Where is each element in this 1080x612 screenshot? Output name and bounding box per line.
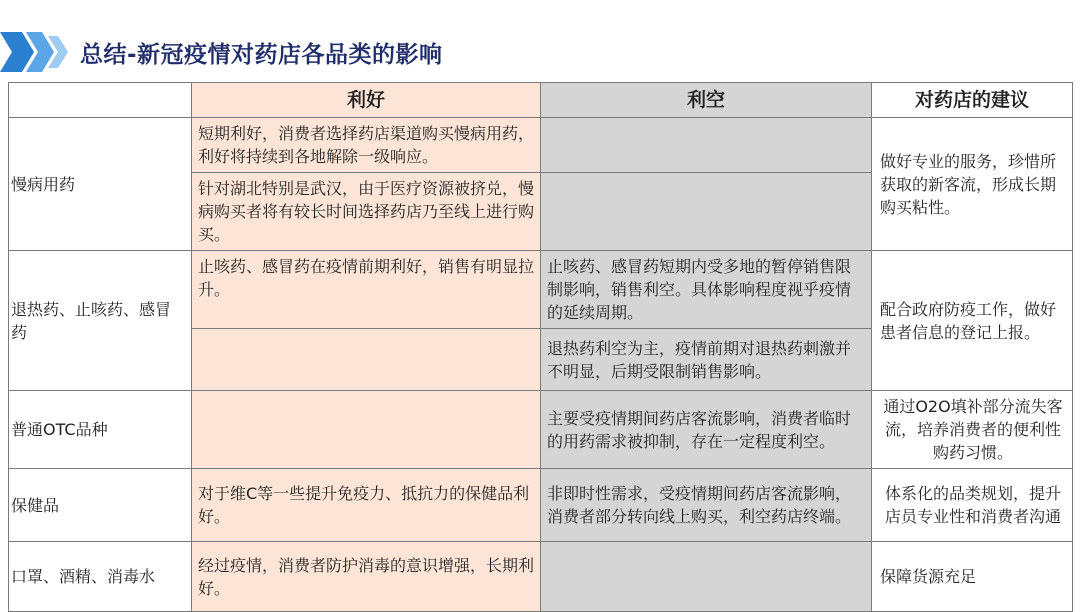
impact-table — [8, 82, 1073, 612]
header-suggestion: 对药店的建议 — [872, 83, 1073, 118]
negative-cell — [541, 542, 872, 612]
page-title: 总结-新冠疫情对药店各品类的影响 — [80, 42, 443, 68]
positive-cell — [192, 391, 541, 469]
suggestion-cell: 通过O2O填补部分流失客流，培养消费者的便利性购药习惯。 — [872, 391, 1073, 469]
suggestion-cell: 配合政府防疫工作，做好患者信息的登记上报。 — [872, 251, 1073, 391]
header-row — [9, 83, 1073, 118]
positive-cell: 对于维C等一些提升免疫力、抵抗力的保健品利好。 — [192, 469, 541, 542]
table-row — [9, 542, 1073, 612]
category-cell: 保健品 — [9, 469, 192, 542]
negative-cell: 退热药利空为主，疫情前期对退热药刺激并不明显，后期受限制销售影响。 — [541, 329, 872, 391]
suggestion-cell: 体系化的品类规划，提升店员专业性和消费者沟通 — [872, 469, 1073, 542]
suggestion-cell: 做好专业的服务，珍惜所获取的新客流，形成长期购买粘性。 — [872, 118, 1073, 251]
negative-cell — [541, 118, 872, 173]
table-row — [9, 469, 1073, 542]
table-row — [9, 251, 1073, 329]
header-negative: 利空 — [541, 83, 872, 118]
suggestion-cell: 保障货源充足 — [872, 542, 1073, 612]
negative-cell — [541, 173, 872, 251]
category-cell: 口罩、酒精、消毒水 — [9, 542, 192, 612]
negative-cell: 非即时性需求，受疫情期间药店客流影响，消费者部分转向线上购买，利空药店终端。 — [541, 469, 872, 542]
header-category — [9, 83, 192, 118]
positive-cell: 经过疫情，消费者防护消毒的意识增强，长期利好。 — [192, 542, 541, 612]
negative-cell: 主要受疫情期间药店客流影响，消费者临时的用药需求被抑制，存在一定程度利空。 — [541, 391, 872, 469]
positive-cell: 止咳药、感冒药在疫情前期利好，销售有明显拉升。 — [192, 251, 541, 329]
slide-header — [0, 0, 1080, 80]
category-cell: 慢病用药 — [9, 118, 192, 251]
header-positive: 利好 — [192, 83, 541, 118]
negative-cell: 止咳药、感冒药短期内受多地的暂停销售限制影响，销售利空。具体影响程度视乎疫情的延续周期。 — [541, 251, 872, 329]
positive-cell: 短期利好，消费者选择药店渠道购买慢病用药，利好将持续到各地解除一级响应。 — [192, 118, 541, 173]
positive-cell: 针对湖北特别是武汉，由于医疗资源被挤兑，慢病购买者将有较长时间选择药店乃至线上进行购买。 — [192, 173, 541, 251]
category-cell: 退热药、止咳药、感冒药 — [9, 251, 192, 391]
table-row — [9, 391, 1073, 469]
positive-cell — [192, 329, 541, 391]
chevron-arrows-icon — [0, 32, 70, 72]
category-cell: 普通OTC品种 — [9, 391, 192, 469]
table-row — [9, 118, 1073, 173]
